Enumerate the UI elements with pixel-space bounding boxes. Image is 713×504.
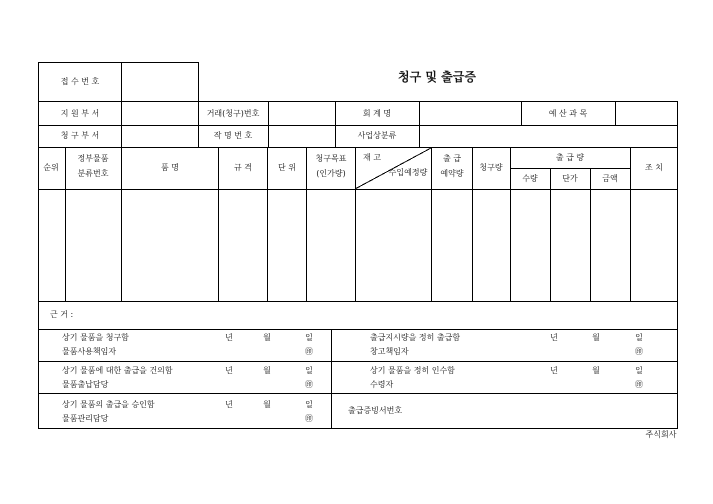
seal-icon: ㊞ bbox=[305, 414, 313, 423]
sig-request-text: 상기 물품을 청구함 bbox=[62, 333, 129, 342]
main-table-border bbox=[39, 102, 678, 429]
budget-account-label: 예 산 과 목 bbox=[548, 109, 588, 118]
col-expected-receipt: 수입예정량 bbox=[388, 168, 428, 177]
sig-approve-year: 년 bbox=[225, 400, 233, 409]
sig-issue-instruct-text: 출급지시량을 정히 출급함 bbox=[370, 333, 461, 342]
sig-request-day: 일 bbox=[305, 333, 313, 342]
col-classification-2: 분류번호 bbox=[77, 169, 109, 178]
sig-receive-month: 월 bbox=[592, 366, 600, 375]
seal-icon: ㊞ bbox=[305, 347, 313, 356]
col-unit: 단 위 bbox=[278, 163, 296, 172]
sig-issue-instruct-month: 월 bbox=[592, 333, 600, 342]
work-order-number-label: 작 명 번 호 bbox=[213, 131, 253, 140]
col-stock: 재 고 bbox=[363, 153, 381, 162]
col-issued-qty: 출 급 량 bbox=[555, 153, 585, 162]
account-name-label: 회 계 명 bbox=[362, 109, 392, 118]
company-name: 주식회사 bbox=[645, 430, 677, 439]
col-item-name: 품 명 bbox=[161, 163, 179, 172]
transaction-number-label: 거래(청구)번호 bbox=[206, 109, 260, 118]
support-department-label: 지 원 부 서 bbox=[60, 109, 100, 118]
col-classification-1: 정부물품 bbox=[77, 154, 109, 163]
form-title: 청구 및 출급증 bbox=[398, 70, 476, 84]
col-spec: 규 격 bbox=[234, 163, 252, 172]
sig-suggest-text: 상기 물품에 대한 출급을 건의함 bbox=[62, 366, 173, 375]
sig-issue-instruct-year: 년 bbox=[550, 333, 558, 342]
sig-approve-role: 물품관리담당 bbox=[62, 414, 109, 423]
col-action: 조 치 bbox=[645, 163, 663, 172]
seal-icon: ㊞ bbox=[635, 347, 643, 356]
col-request-qty: 청구량 bbox=[479, 163, 503, 172]
sig-issue-instruct-role: 창고책임자 bbox=[370, 347, 409, 356]
receipt-number-label: 접 수 번 호 bbox=[60, 77, 100, 86]
col-quantity: 수량 bbox=[522, 174, 538, 183]
sig-approve-text: 상기 물품의 출급을 승인함 bbox=[62, 400, 155, 409]
sig-suggest-day: 일 bbox=[305, 366, 313, 375]
requesting-department-label: 청 구 부 서 bbox=[60, 131, 100, 140]
sig-approve-month: 월 bbox=[263, 400, 271, 409]
sig-suggest-month: 월 bbox=[263, 366, 271, 375]
sig-receive-text: 상기 물품을 정히 인수함 bbox=[370, 366, 455, 375]
sig-request-month: 월 bbox=[263, 333, 271, 342]
col-request-target-2: (인가량) bbox=[316, 169, 346, 178]
col-amount: 금액 bbox=[602, 174, 618, 183]
seal-icon: ㊞ bbox=[305, 380, 313, 389]
col-issue-reserved-1: 출 급 bbox=[443, 154, 461, 163]
sig-approve-day: 일 bbox=[305, 400, 313, 409]
col-unit-price: 단가 bbox=[562, 174, 578, 183]
issue-voucher-number-label: 출급증빙서번호 bbox=[348, 406, 403, 415]
sig-suggest-year: 년 bbox=[225, 366, 233, 375]
basis-label: 근 거 : bbox=[50, 310, 74, 319]
sig-request-year: 년 bbox=[225, 333, 233, 342]
sig-suggest-role: 물품출납담당 bbox=[62, 380, 109, 389]
col-seq: 순위 bbox=[43, 163, 59, 172]
sig-request-role: 물품사용책임자 bbox=[62, 347, 117, 356]
sig-issue-instruct-day: 일 bbox=[635, 333, 643, 342]
col-request-target-1: 청구목표 bbox=[315, 154, 347, 163]
col-issue-reserved-2: 예약량 bbox=[440, 169, 464, 178]
seal-icon: ㊞ bbox=[635, 380, 643, 389]
sig-receive-day: 일 bbox=[635, 366, 643, 375]
sig-receive-role: 수령자 bbox=[370, 380, 394, 389]
business-category-label: 사업상분류 bbox=[357, 131, 397, 140]
sig-receive-year: 년 bbox=[550, 366, 558, 375]
